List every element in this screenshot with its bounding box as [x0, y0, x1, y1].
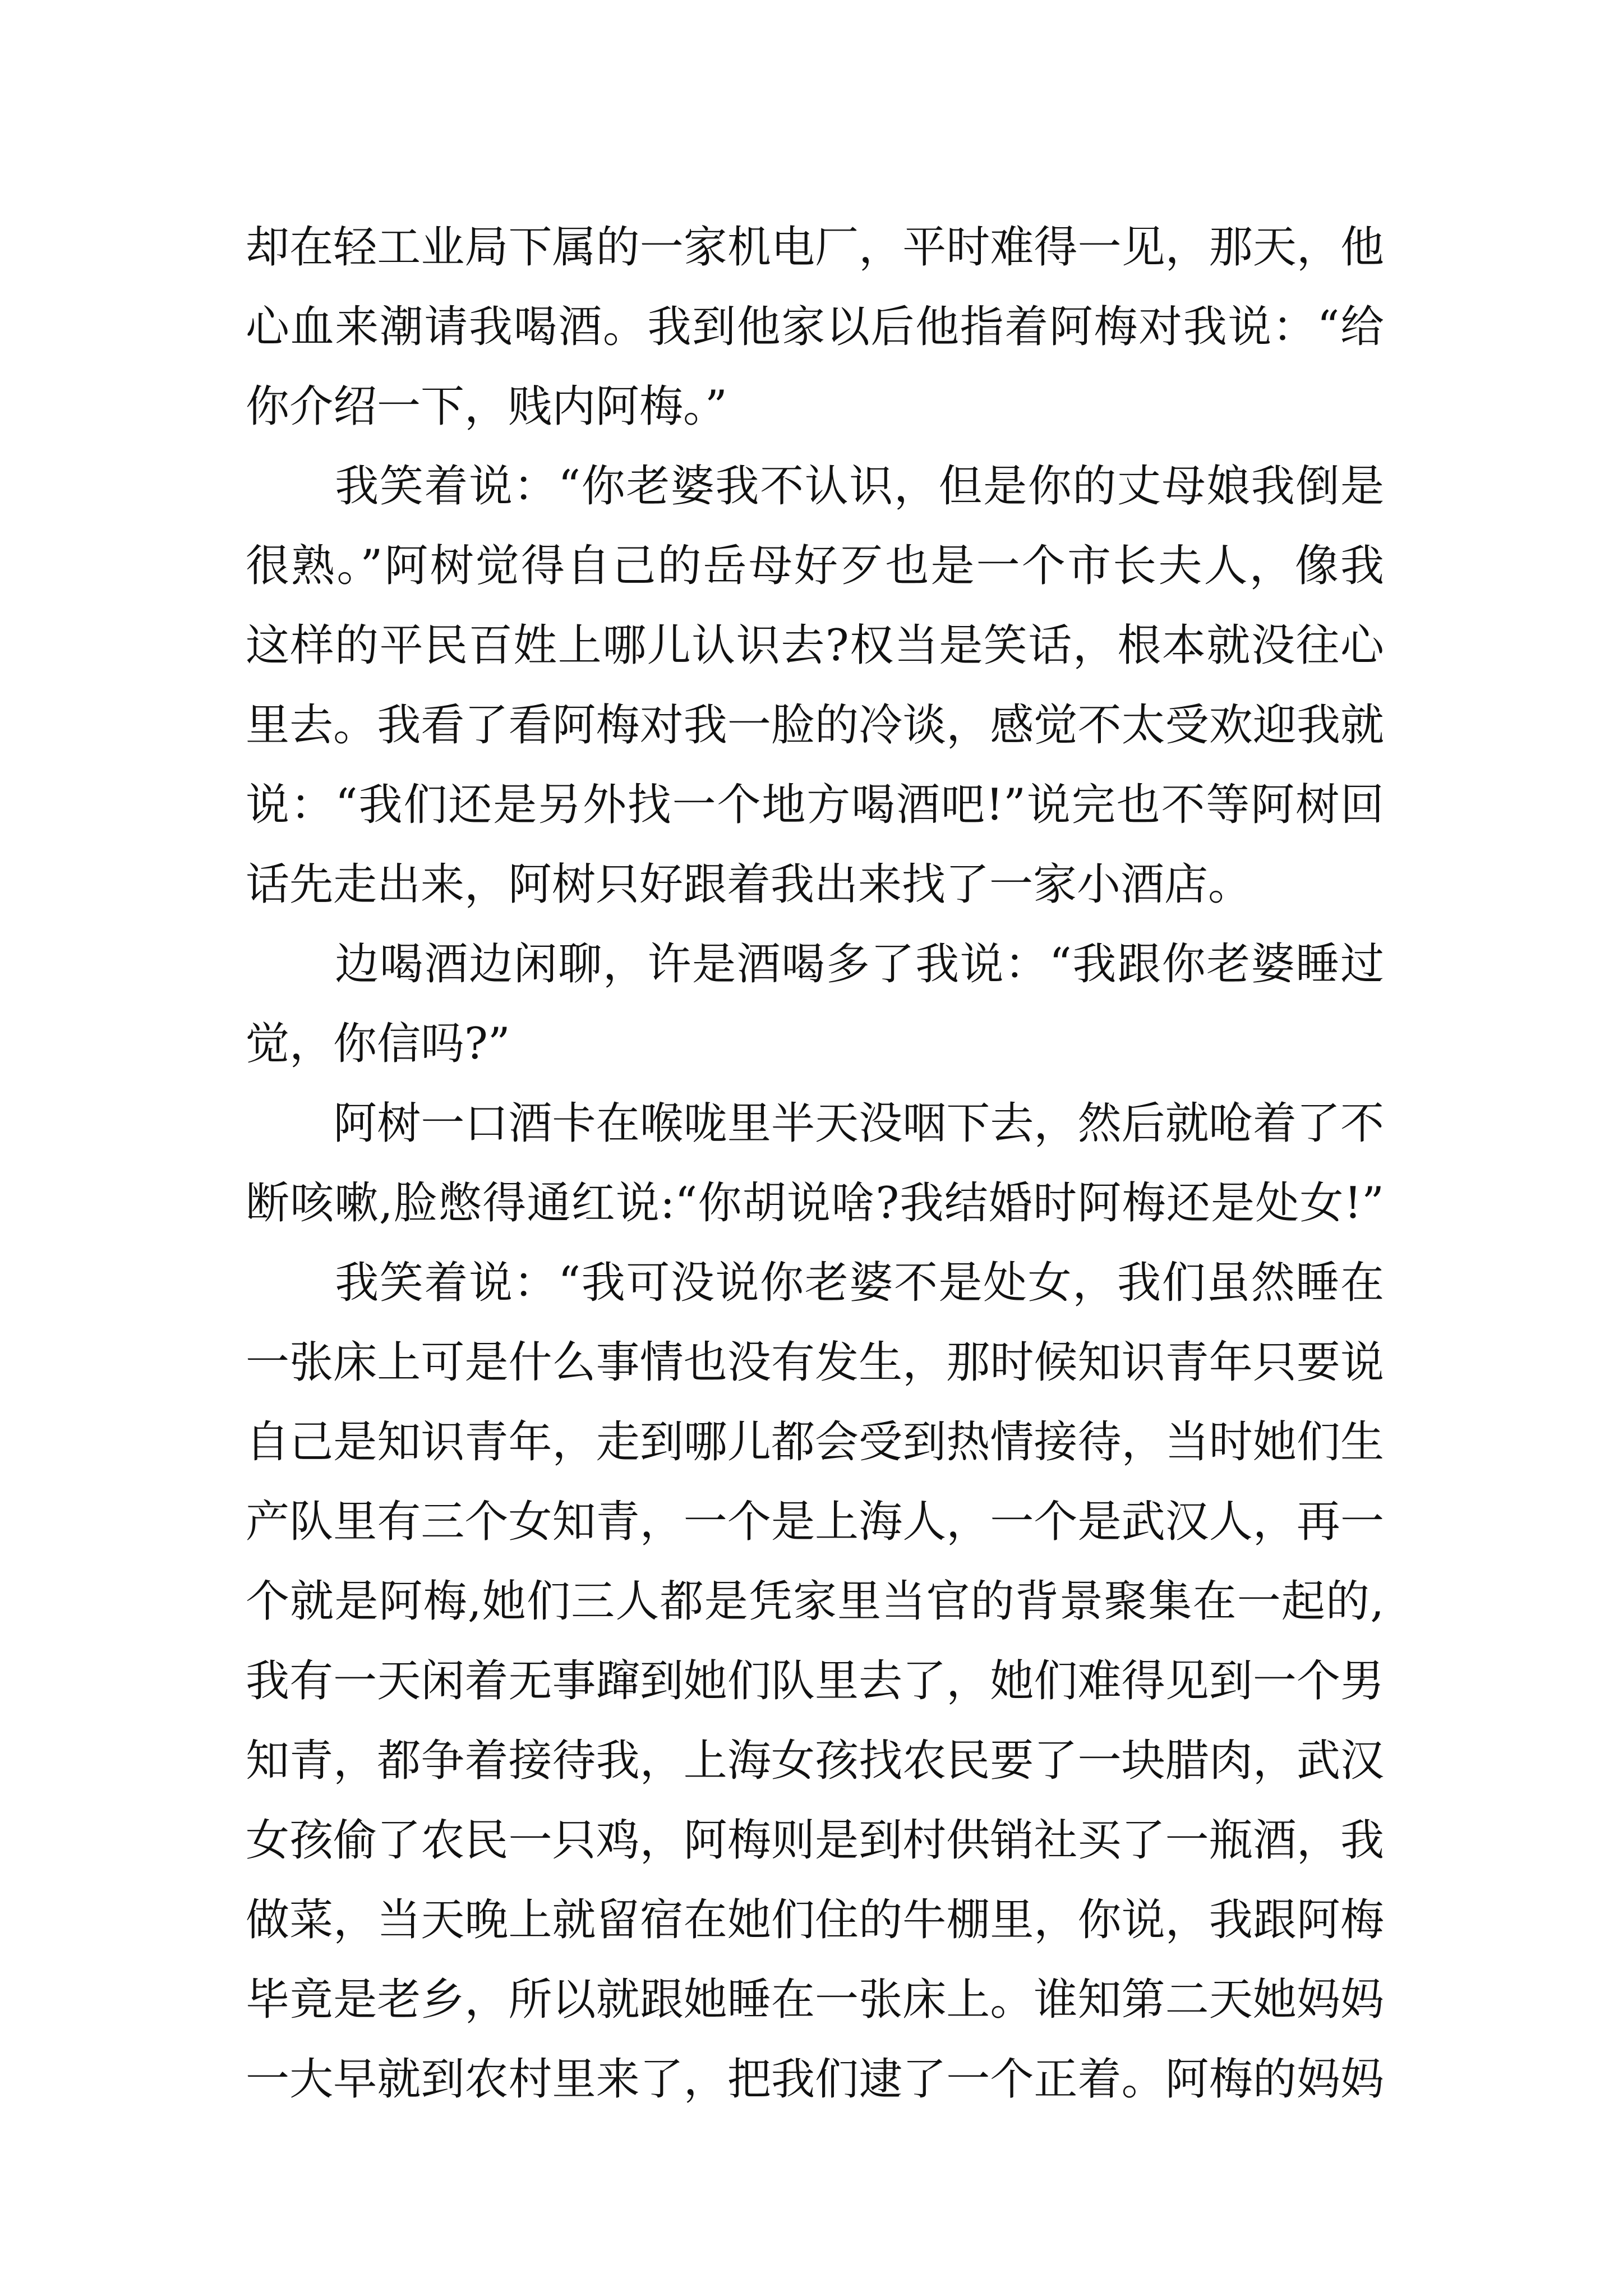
text-line: 自己是知识青年，走到哪儿都会受到热情接待，当时她们生 [246, 1417, 1384, 1467]
text-line: 女孩偷了农民一只鸡，阿梅则是到村供销社买了一瓶酒，我 [246, 1815, 1384, 1866]
text-line: 断咳嗽,脸憋得通红说:“你胡说啥?我结婚时阿梅还是处女!” [246, 1178, 1384, 1228]
text-line: 觉，你信吗?” [246, 1019, 510, 1069]
text-line: 知青，都争着接待我，上海女孩找农民要了一块腊肉，武汉 [246, 1736, 1384, 1786]
text-line: 一张床上可是什么事情也没有发生，那时候知识青年只要说 [246, 1337, 1384, 1388]
text-line: 边喝酒边闲聊，许是酒喝多了我说：“我跟你老婆睡过 [246, 939, 1384, 990]
text-line: 我有一天闲着无事蹿到她们队里去了，她们难得见到一个男 [246, 1656, 1384, 1706]
body-text [246, 208, 1384, 2119]
text-line: 做菜，当天晚上就留宿在她们住的牛棚里，你说，我跟阿梅 [246, 1895, 1384, 1945]
text-line: 我笑着说：“我可没说你老婆不是处女，我们虽然睡在 [246, 1258, 1384, 1308]
text-line: 你介绍一下，贱内阿梅。” [246, 381, 727, 432]
text-line: 说：“我们还是另外找一个地方喝酒吧!”说完也不等阿树回 [246, 780, 1384, 830]
text-line: 心血来潮请我喝酒。我到他家以后他指着阿梅对我说：“给 [246, 302, 1384, 352]
text-line: 很熟。”阿树觉得自己的岳母好歹也是一个市长夫人，像我 [246, 541, 1384, 591]
text-line: 话先走出来，阿树只好跟着我出来找了一家小酒店。 [246, 859, 1252, 910]
text-line: 里去。我看了看阿梅对我一脸的冷谈，感觉不太受欢迎我就 [246, 700, 1384, 751]
text-line: 我笑着说：“你老婆我不认识，但是你的丈母娘我倒是 [246, 461, 1384, 512]
text-line: 毕竟是老乡，所以就跟她睡在一张床上。谁知第二天她妈妈 [246, 1975, 1384, 2025]
text-line: 阿树一口酒卡在喉咙里半天没咽下去，然后就呛着了不 [246, 1098, 1384, 1149]
text-line: 却在轻工业局下属的一家机电厂，平时难得一见，那天，他 [246, 222, 1384, 273]
text-line: 这样的平民百姓上哪儿认识去?权当是笑话，根本就没往心 [246, 620, 1384, 671]
text-line: 产队里有三个女知青，一个是上海人，一个是武汉人，再一 [246, 1497, 1384, 1547]
text-line: 个就是阿梅,她们三人都是凭家里当官的背景聚集在一起的, [246, 1576, 1384, 1627]
text-line: 一大早就到农村里来了，把我们逮了一个正着。阿梅的妈妈 [246, 2054, 1384, 2105]
